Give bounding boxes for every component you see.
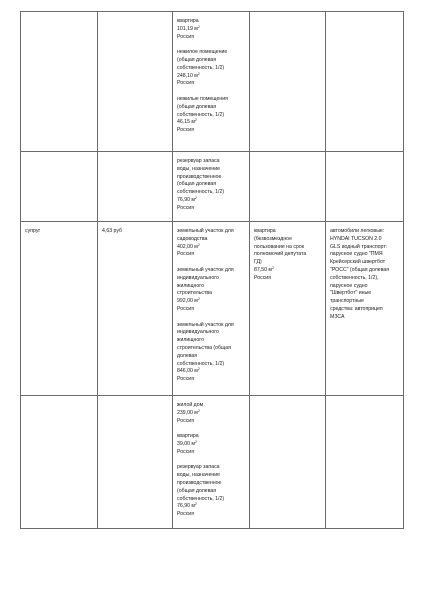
- property-type-line: воды, назначение: [177, 165, 221, 172]
- vehicles-cell: [326, 222, 404, 396]
- property-country: Россия: [177, 511, 195, 518]
- property-entry: [177, 228, 246, 259]
- vehicle-line: парусное судно: [330, 282, 368, 289]
- vehicles-cell: [326, 152, 404, 222]
- property-type-line: нежилые помещения: [177, 95, 228, 102]
- property-type-line: собственность, 1/2): [177, 495, 225, 502]
- property-area: 992,00 $м^2$: [177, 297, 200, 305]
- property-area: 39,00 $м^2$: [177, 439, 197, 447]
- vehicle-line: средства: автоприцеп: [330, 305, 383, 312]
- vehicle-line: GLS водный транспорт:: [330, 243, 388, 250]
- table-row: [21, 12, 404, 152]
- property-type-line: собственность, 1/2): [177, 111, 225, 118]
- property-type-line: строительства: [177, 290, 212, 297]
- property-country: Россия: [177, 33, 195, 40]
- property-area: 239,00 $м^2$: [177, 408, 200, 416]
- property-type-line: садоводства: [177, 235, 208, 242]
- property-type-line: земельный участок для: [177, 321, 234, 328]
- usage-entry: [254, 228, 322, 283]
- table-row: [21, 152, 404, 222]
- vehicles-cell: [326, 396, 404, 529]
- property-area: 101,19 $м^2$: [177, 24, 200, 32]
- property-type-line: производственное: [177, 173, 222, 180]
- property-type-line: собственность, 1/2): [177, 64, 225, 71]
- usage-country: Россия: [254, 274, 272, 281]
- property-type-line: собственность, 1/2): [177, 360, 225, 367]
- property-type-line: производственное: [177, 479, 222, 486]
- property-entry: [177, 18, 246, 41]
- property-entry: [177, 322, 246, 384]
- property-type-line: (общая долевая: [177, 103, 217, 110]
- property-type-line: земельный участок для: [177, 228, 234, 234]
- table-row: [21, 396, 404, 529]
- property-type-line: резервуар запаса: [177, 158, 220, 164]
- property-type-line: собственность, 1/2): [177, 189, 225, 196]
- person-cell: [21, 12, 98, 152]
- person-cell: супруг: [21, 222, 98, 396]
- income-cell: [98, 12, 173, 152]
- vehicle-line: собственность, 1/2),: [330, 274, 379, 281]
- vehicle-line: "Швертбот" иные: [330, 290, 372, 297]
- property-type-line: нежилое помещение: [177, 49, 228, 56]
- income-cell: [98, 152, 173, 222]
- property-type-line: строительства (общая: [177, 344, 231, 351]
- property-type-line: (общая долевая: [177, 487, 217, 494]
- property-type-line: долевая: [177, 352, 198, 359]
- usage-cell: [250, 396, 326, 529]
- person-cell: [21, 396, 98, 529]
- income-cell: [98, 396, 173, 529]
- property-type-line: жилищного: [177, 282, 204, 289]
- vehicle-line: Крейсерский швертбот: [330, 259, 386, 266]
- property-entry: [177, 402, 246, 425]
- property-area: 402,00 $м^2$: [177, 242, 200, 250]
- usage-cell: [250, 222, 326, 396]
- property-country: Россия: [177, 376, 195, 383]
- usage-cell: [250, 12, 326, 152]
- property-entry: [177, 49, 246, 88]
- vehicle-line: парусное судно "ПМЯ: [330, 251, 383, 258]
- property-type-line: резервуар запаса: [177, 464, 220, 471]
- vehicle-line: транспортные: [330, 298, 364, 305]
- usage-area: 87,50 $м^2$: [254, 265, 274, 273]
- vehicle-line: автомобили легковые:: [330, 228, 385, 234]
- property-area: 46,15 $м^2$: [177, 118, 197, 126]
- property-type-line: (общая долевая: [177, 181, 217, 188]
- property-country: Россия: [177, 204, 195, 211]
- property-country: Россия: [177, 80, 195, 87]
- declaration-table: [20, 11, 404, 529]
- property-entry: [177, 433, 246, 456]
- property-country: Россия: [177, 448, 195, 455]
- usage-type-line: (безвозмездное: [254, 235, 292, 242]
- vehicle-line: МЗСА: [330, 313, 345, 320]
- property-entry: [177, 96, 246, 135]
- property-area: 76,90 $м^2$: [177, 195, 197, 203]
- usage-type-line: ГД): [254, 259, 262, 266]
- property-cell: [173, 152, 250, 222]
- property-country: Россия: [177, 127, 195, 134]
- table-row: [21, 222, 404, 396]
- income-cell: 4,63 руб: [98, 222, 173, 396]
- vehicles-cell: [326, 12, 404, 152]
- property-type-line: индивидуального: [177, 274, 219, 281]
- property-cell: [173, 222, 250, 396]
- property-type: квартира: [177, 18, 199, 24]
- property-country: Россия: [177, 305, 195, 312]
- usage-type-line: полномочий депутата: [254, 251, 307, 258]
- property-country: Россия: [177, 417, 195, 424]
- property-country: Россия: [177, 251, 195, 258]
- property-area: 76,90 $м^2$: [177, 502, 197, 510]
- vehicle-line: "РОСС" (общая долевая: [330, 266, 390, 273]
- usage-type-line: квартира: [254, 228, 276, 234]
- property-type-line: индивидуального: [177, 329, 219, 336]
- property-type-line: земельный участок для: [177, 266, 234, 273]
- usage-type-line: пользование на срок: [254, 243, 305, 250]
- property-cell: [173, 396, 250, 529]
- property-area: 248,10 $м^2$: [177, 71, 200, 79]
- property-entry: [177, 158, 246, 213]
- property-type-line: (общая долевая: [177, 56, 217, 63]
- property-type: жилой дом: [177, 402, 204, 408]
- person-cell: [21, 152, 98, 222]
- property-type-line: жилищного: [177, 337, 204, 344]
- property-type-line: воды, назначение: [177, 472, 221, 479]
- property-entry: [177, 267, 246, 314]
- vehicle-line: HYNDAI TUCSON 2.0: [330, 235, 382, 242]
- usage-cell: [250, 152, 326, 222]
- property-type: квартира: [177, 433, 199, 440]
- property-cell: [173, 12, 250, 152]
- property-area: 846,00 $м^2$: [177, 367, 200, 375]
- property-entry: [177, 464, 246, 519]
